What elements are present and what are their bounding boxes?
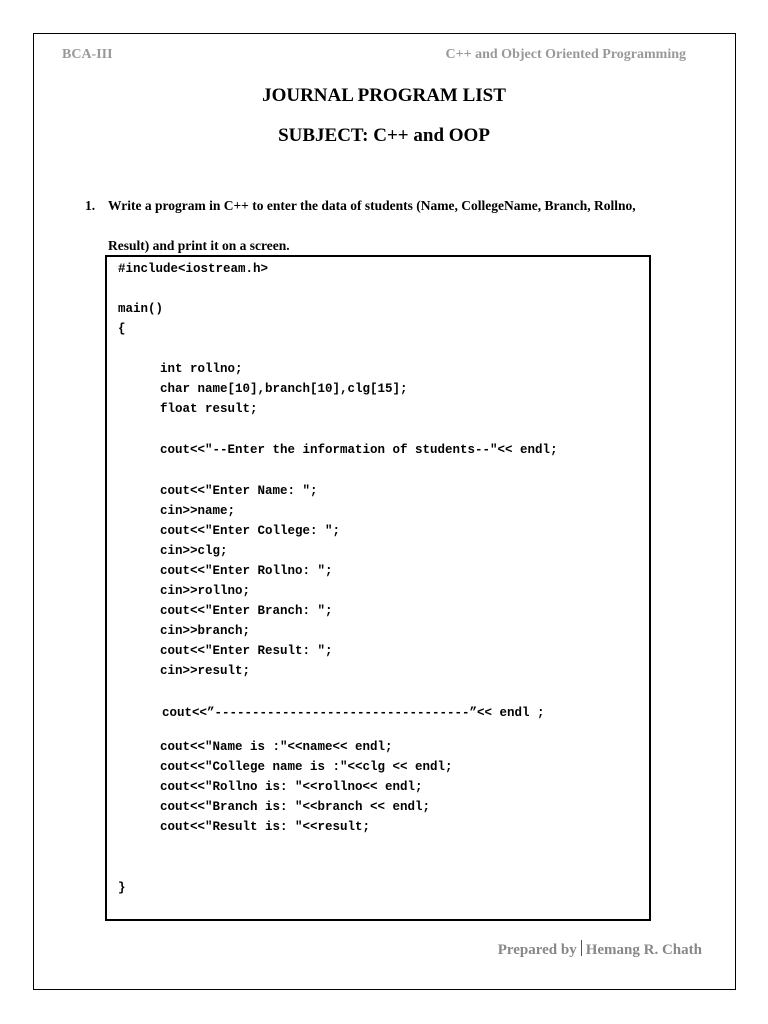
code-line: cout<<"Enter Name: "; — [160, 484, 318, 498]
subject-title: SUBJECT: C++ and OOP — [278, 125, 490, 146]
code-line: cout<<"--Enter the information of students--"<< endl; — [160, 443, 558, 457]
code-line: cout<<”----------------------------------”<< endl ; — [162, 706, 545, 720]
code-line: } — [118, 881, 126, 895]
question-text-line2: Result) and print it on a screen. — [108, 238, 290, 253]
code-line: cout<<"Branch is: "<<branch << endl; — [160, 800, 431, 814]
code-line: cout<<"Enter Result: "; — [160, 644, 333, 658]
code-line: main() — [118, 302, 164, 316]
code-line: cin>>rollno; — [160, 584, 251, 598]
code-line: cin>>clg; — [160, 544, 228, 558]
code-line: cout<<"College name is :"<<clg << endl; — [160, 760, 453, 774]
code-line: cout<<"Enter Rollno: "; — [160, 564, 333, 578]
code-line: char name[10],branch[10],clg[15]; — [160, 382, 408, 396]
header-course: BCA-III — [62, 47, 113, 62]
code-line: cout<<"Enter Branch: "; — [160, 604, 333, 618]
code-line: cin>>result; — [160, 664, 251, 678]
author-name: Hemang R. Chath — [585, 942, 702, 958]
page-title: JOURNAL PROGRAM LIST — [262, 85, 506, 106]
code-line: cout<<"Result is: "<<result; — [160, 820, 371, 834]
question-number: 1. — [85, 198, 96, 213]
code-line: cout<<"Name is :"<<name<< endl; — [160, 740, 393, 754]
footer-divider — [581, 940, 582, 956]
code-line: cout<<"Enter College: "; — [160, 524, 341, 538]
code-line: int rollno; — [160, 362, 243, 376]
prepared-by-label: Prepared by — [497, 942, 577, 958]
code-line: { — [118, 322, 126, 336]
code-line: cin>>name; — [160, 504, 236, 518]
header-subject: C++ and Object Oriented Programming — [445, 47, 686, 62]
code-block — [105, 255, 651, 921]
code-line: float result; — [160, 402, 258, 416]
question-text-line1: Write a program in C++ to enter the data of students (Name, CollegeName, Branch, Rollno, — [108, 198, 636, 213]
code-line: cin>>branch; — [160, 624, 251, 638]
footer — [498, 940, 702, 959]
code-line: cout<<"Rollno is: "<<rollno<< endl; — [160, 780, 423, 794]
code-line: #include<iostream.h> — [118, 262, 269, 276]
